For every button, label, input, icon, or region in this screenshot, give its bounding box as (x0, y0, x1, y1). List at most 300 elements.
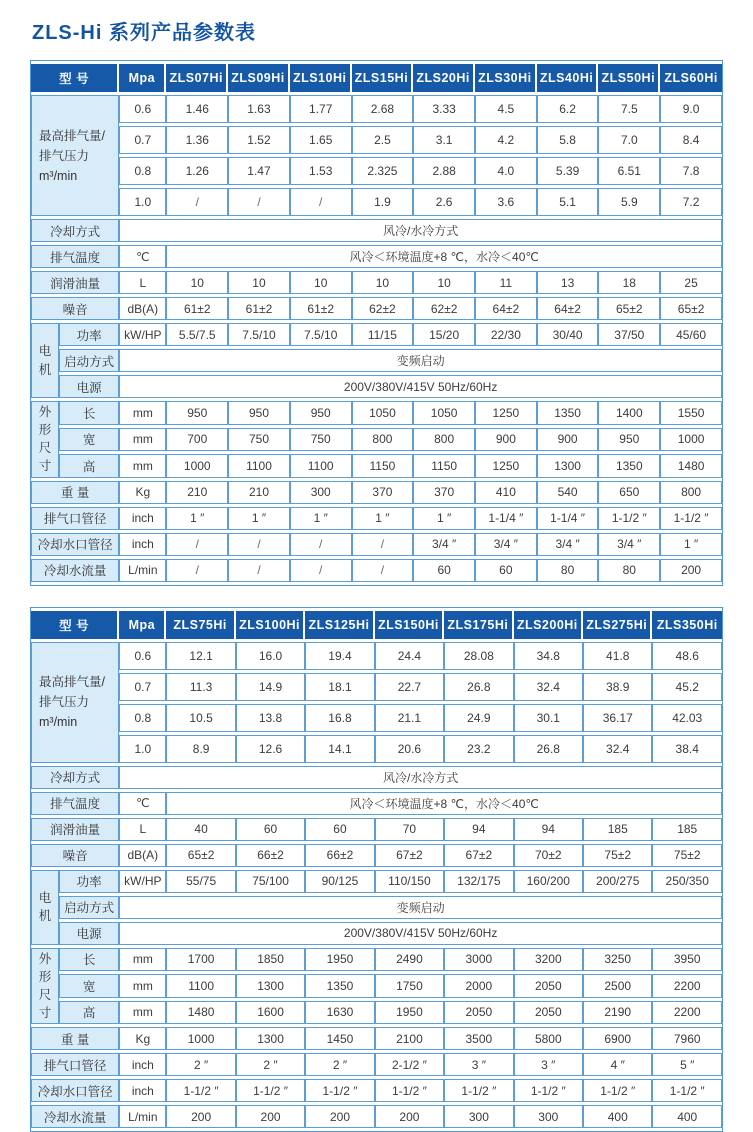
value-cell: 1400 (598, 401, 660, 425)
value-cell: 1-1/2 ″ (652, 1079, 722, 1102)
value-cell: 65±2 (166, 844, 235, 867)
value-cell: 2.88 (413, 157, 475, 185)
value-cell: 1150 (352, 454, 414, 478)
value-cell: 11/15 (352, 323, 414, 346)
motor-group-label: 电 机 (31, 870, 59, 945)
pressure-cell: 1.0 (119, 735, 166, 763)
exhaust-temp-unit: ℃ (119, 245, 166, 268)
model-header: ZLS60Hi (660, 64, 722, 92)
value-cell: 1-1/2 ″ (660, 507, 722, 530)
value-cell: / (290, 188, 352, 216)
spec-table (30, 607, 723, 1132)
value-cell: 6.2 (537, 95, 599, 123)
model-header: ZLS100Hi (236, 611, 305, 639)
weight-unit: Kg (119, 481, 166, 504)
value-cell: 750 (228, 428, 290, 452)
value-cell: 10 (290, 271, 352, 294)
dimension-unit: mm (119, 948, 166, 972)
value-cell: 3 ″ (514, 1053, 583, 1076)
value-cell: 4.0 (475, 157, 537, 185)
value-cell: 62±2 (413, 297, 475, 320)
pressure-cell: 1.0 (119, 188, 166, 216)
width-label: 宽 (59, 428, 119, 452)
model-header: ZLS09Hi (228, 64, 290, 92)
value-cell: 1.52 (228, 126, 290, 154)
value-cell: 3250 (583, 948, 652, 972)
value-cell: 1480 (166, 1001, 235, 1025)
table-row (31, 844, 722, 867)
value-cell: 2050 (444, 1001, 513, 1025)
table-row (31, 792, 722, 815)
value-cell: 64±2 (475, 297, 537, 320)
value-cell: 3950 (652, 948, 722, 972)
value-cell: 3200 (514, 948, 583, 972)
value-cell: 2.325 (352, 157, 414, 185)
value-cell: 67±2 (375, 844, 444, 867)
value-cell: 2050 (514, 974, 583, 998)
value-cell: 1-1/2 ″ (583, 1079, 652, 1102)
noise-unit: dB(A) (119, 844, 166, 867)
table-row (31, 673, 722, 701)
model-header: ZLS20Hi (413, 64, 475, 92)
table-row (31, 1027, 722, 1050)
value-cell: / (352, 533, 414, 556)
value-cell: 7.5 (598, 95, 660, 123)
value-cell: 60 (475, 559, 537, 582)
value-cell: 64±2 (537, 297, 599, 320)
value-cell: 18 (598, 271, 660, 294)
value-cell: 200/275 (583, 870, 652, 893)
value-cell: 1.46 (166, 95, 228, 123)
capacity-label-line: m³/min (39, 712, 116, 732)
value-cell: 1750 (375, 974, 444, 998)
value-cell: 60 (305, 818, 374, 841)
value-cell: 7.5/10 (290, 323, 352, 346)
table-row (31, 297, 722, 320)
value-cell: 1300 (236, 1027, 305, 1050)
outlet-pipe-label-unit: inch (119, 507, 166, 530)
value-cell: 800 (413, 428, 475, 452)
value-cell: 3.33 (413, 95, 475, 123)
motor-group-label: 电 机 (31, 323, 59, 398)
table-row (31, 188, 722, 216)
value-cell: 1630 (305, 1001, 374, 1025)
table-row (31, 507, 722, 530)
value-cell: 60 (413, 559, 475, 582)
value-cell: 24.4 (375, 642, 444, 670)
value-cell: / (228, 188, 290, 216)
water-flow-label-unit: L/min (119, 559, 166, 582)
value-cell: 1250 (475, 401, 537, 425)
capacity-label (31, 95, 119, 216)
model-header: ZLS15Hi (352, 64, 414, 92)
noise-label: 噪音 (31, 844, 119, 867)
capacity-label (31, 642, 119, 763)
value-cell: 1300 (236, 974, 305, 998)
value-cell: 1050 (413, 401, 475, 425)
value-cell: 950 (598, 428, 660, 452)
value-cell: 23.2 (444, 735, 513, 763)
model-column-header: 型 号 (31, 611, 119, 639)
value-cell: 2200 (652, 974, 722, 998)
value-cell: 1.9 (352, 188, 414, 216)
cooling-method-value: 风冷/水冷方式 (119, 219, 722, 242)
value-cell: 185 (652, 818, 722, 841)
value-cell: 6.51 (598, 157, 660, 185)
model-header: ZLS150Hi (375, 611, 444, 639)
table-row (31, 401, 722, 425)
value-cell: 200 (305, 1105, 374, 1128)
value-cell: 1-1/4 ″ (537, 507, 599, 530)
value-cell: / (290, 559, 352, 582)
value-cell: 65±2 (660, 297, 722, 320)
oil-unit: L (119, 271, 166, 294)
value-cell: 55/75 (166, 870, 235, 893)
value-cell: 8.9 (166, 735, 235, 763)
value-cell: 1.77 (290, 95, 352, 123)
start-mode-value: 变频启动 (119, 896, 722, 919)
weight-unit: Kg (119, 1027, 166, 1050)
value-cell: 1-1/2 ″ (598, 507, 660, 530)
value-cell: 1450 (305, 1027, 374, 1050)
value-cell: 5.9 (598, 188, 660, 216)
value-cell: 1100 (166, 974, 235, 998)
dimension-unit: mm (119, 454, 166, 478)
capacity-label-line: 排气压力 (39, 146, 116, 166)
value-cell: 61±2 (290, 297, 352, 320)
value-cell: 5.5/7.5 (166, 323, 228, 346)
pressure-cell: 0.6 (119, 95, 166, 123)
outlet-pipe-label-unit: inch (119, 1053, 166, 1076)
value-cell: 30/40 (537, 323, 599, 346)
pressure-unit-header: Mpa (119, 611, 166, 639)
value-cell: 1-1/2 ″ (444, 1079, 513, 1102)
pressure-cell: 0.8 (119, 704, 166, 732)
value-cell: / (166, 188, 228, 216)
model-header: ZLS30Hi (475, 64, 537, 92)
value-cell: 2.5 (352, 126, 414, 154)
value-cell: 3.1 (413, 126, 475, 154)
value-cell: 7960 (652, 1027, 722, 1050)
value-cell: 1.53 (290, 157, 352, 185)
value-cell: 3000 (444, 948, 513, 972)
value-cell: 10 (166, 271, 228, 294)
value-cell: 1350 (305, 974, 374, 998)
value-cell: / (352, 559, 414, 582)
value-cell: 2-1/2 ″ (375, 1053, 444, 1076)
value-cell: 94 (514, 818, 583, 841)
value-cell: 1700 (166, 948, 235, 972)
value-cell: / (228, 559, 290, 582)
value-cell: 1 ″ (290, 507, 352, 530)
value-cell: 400 (583, 1105, 652, 1128)
value-cell: 1000 (166, 454, 228, 478)
value-cell: 1.36 (166, 126, 228, 154)
power-unit: kW/HP (119, 323, 166, 346)
value-cell: 1 ″ (228, 507, 290, 530)
value-cell: 1850 (236, 948, 305, 972)
value-cell: 8.4 (660, 126, 722, 154)
model-header: ZLS350Hi (652, 611, 722, 639)
cooling-method-label: 冷却方式 (31, 219, 119, 242)
value-cell: / (166, 533, 228, 556)
value-cell: 24.9 (444, 704, 513, 732)
value-cell: 650 (598, 481, 660, 504)
value-cell: 3/4 ″ (475, 533, 537, 556)
table-row (31, 870, 722, 893)
spec-table (30, 60, 723, 586)
value-cell: 1100 (228, 454, 290, 478)
value-cell: 5.8 (537, 126, 599, 154)
value-cell: 5800 (514, 1027, 583, 1050)
value-cell: 1-1/2 ″ (375, 1079, 444, 1102)
capacity-label-line: 最高排气量/ (39, 672, 116, 692)
value-cell: 2050 (514, 1001, 583, 1025)
value-cell: 94 (444, 818, 513, 841)
value-cell: / (290, 533, 352, 556)
value-cell: 950 (166, 401, 228, 425)
value-cell: 1100 (290, 454, 352, 478)
dimension-unit: mm (119, 428, 166, 452)
value-cell: 1250 (475, 454, 537, 478)
value-cell: 61±2 (166, 297, 228, 320)
value-cell: 1 ″ (352, 507, 414, 530)
value-cell: 2 ″ (236, 1053, 305, 1076)
value-cell: 3.6 (475, 188, 537, 216)
value-cell: 10 (413, 271, 475, 294)
value-cell: 210 (166, 481, 228, 504)
value-cell: 1600 (236, 1001, 305, 1025)
value-cell: 80 (598, 559, 660, 582)
cooling-method-label: 冷却方式 (31, 766, 119, 789)
table-row (31, 95, 722, 123)
value-cell: 45.2 (652, 673, 722, 701)
water-pipe-label: 冷却水口管径 (31, 533, 119, 556)
value-cell: 250/350 (652, 870, 722, 893)
table-row (31, 611, 722, 639)
value-cell: 4.2 (475, 126, 537, 154)
value-cell: 950 (290, 401, 352, 425)
exhaust-temp-value: 风冷＜环境温度+8 ℃，水冷＜40℃ (166, 792, 722, 815)
weight-label: 重 量 (31, 1027, 119, 1050)
value-cell: 12.6 (236, 735, 305, 763)
water-pipe-label: 冷却水口管径 (31, 1079, 119, 1102)
value-cell: 300 (444, 1105, 513, 1128)
value-cell: 26.8 (514, 735, 583, 763)
value-cell: 2190 (583, 1001, 652, 1025)
value-cell: / (166, 559, 228, 582)
value-cell: 9.0 (660, 95, 722, 123)
value-cell: 75/100 (236, 870, 305, 893)
value-cell: 36.17 (583, 704, 652, 732)
value-cell: 900 (475, 428, 537, 452)
table-row (31, 375, 722, 398)
table-row (31, 1001, 722, 1025)
value-cell: 7.2 (660, 188, 722, 216)
exhaust-temp-label: 排气温度 (31, 245, 119, 268)
pressure-cell: 0.6 (119, 642, 166, 670)
power-supply-value: 200V/380V/415V 50Hz/60Hz (119, 375, 722, 398)
water-pipe-label-unit: inch (119, 533, 166, 556)
value-cell: 66±2 (305, 844, 374, 867)
value-cell: 6900 (583, 1027, 652, 1050)
value-cell: 5.39 (537, 157, 599, 185)
value-cell: 1550 (660, 401, 722, 425)
value-cell: 38.9 (583, 673, 652, 701)
model-header: ZLS75Hi (166, 611, 235, 639)
value-cell: 200 (375, 1105, 444, 1128)
value-cell: 26.8 (444, 673, 513, 701)
capacity-label-line: 最高排气量/ (39, 126, 116, 146)
value-cell: 1-1/4 ″ (475, 507, 537, 530)
value-cell: 80 (537, 559, 599, 582)
exhaust-temp-value: 风冷＜环境温度+8 ℃，水冷＜40℃ (166, 245, 722, 268)
value-cell: 61±2 (228, 297, 290, 320)
value-cell: 1950 (375, 1001, 444, 1025)
value-cell: 42.03 (652, 704, 722, 732)
value-cell: 22.7 (375, 673, 444, 701)
value-cell: 3/4 ″ (413, 533, 475, 556)
value-cell: 7.8 (660, 157, 722, 185)
power-label: 功率 (59, 870, 119, 893)
value-cell: 70±2 (514, 844, 583, 867)
dimensions-group-label: 外 形 尺 寸 (31, 948, 59, 1025)
value-cell: 2490 (375, 948, 444, 972)
value-cell: 21.1 (375, 704, 444, 732)
value-cell: 2 ″ (305, 1053, 374, 1076)
value-cell: 5.1 (537, 188, 599, 216)
value-cell: 45/60 (660, 323, 722, 346)
value-cell: 200 (166, 1105, 235, 1128)
value-cell: 32.4 (583, 735, 652, 763)
value-cell: 1300 (537, 454, 599, 478)
height-label: 高 (59, 1001, 119, 1025)
value-cell: 1480 (660, 454, 722, 478)
pressure-cell: 0.8 (119, 157, 166, 185)
value-cell: 1-1/2 ″ (236, 1079, 305, 1102)
table-row (31, 974, 722, 998)
table-row (31, 1105, 722, 1128)
value-cell: 32.4 (514, 673, 583, 701)
value-cell: 2.6 (413, 188, 475, 216)
table-row (31, 219, 722, 242)
value-cell: 1.26 (166, 157, 228, 185)
value-cell: 1-1/2 ″ (514, 1079, 583, 1102)
start-mode-label: 启动方式 (59, 896, 119, 919)
value-cell: 1 ″ (413, 507, 475, 530)
value-cell: 37/50 (598, 323, 660, 346)
water-flow-label: 冷却水流量 (31, 559, 119, 582)
value-cell: 75±2 (583, 844, 652, 867)
value-cell: 4 ″ (583, 1053, 652, 1076)
noise-unit: dB(A) (119, 297, 166, 320)
value-cell: 14.1 (305, 735, 374, 763)
capacity-label-line: 排气压力 (39, 692, 116, 712)
table-row (31, 896, 722, 919)
power-unit: kW/HP (119, 870, 166, 893)
value-cell: 66±2 (236, 844, 305, 867)
value-cell: 2000 (444, 974, 513, 998)
power-supply-value: 200V/380V/415V 50Hz/60Hz (119, 922, 722, 945)
table-row (31, 481, 722, 504)
value-cell: 10 (228, 271, 290, 294)
value-cell: 900 (537, 428, 599, 452)
value-cell: 750 (290, 428, 352, 452)
table-row (31, 64, 722, 92)
value-cell: 700 (166, 428, 228, 452)
table-row (31, 349, 722, 372)
capacity-label-line: m³/min (39, 166, 116, 186)
table-row (31, 245, 722, 268)
weight-label: 重 量 (31, 481, 119, 504)
power-supply-label: 电源 (59, 922, 119, 945)
table-row (31, 818, 722, 841)
model-header: ZLS275Hi (583, 611, 652, 639)
value-cell: 800 (352, 428, 414, 452)
value-cell: 12.1 (166, 642, 235, 670)
value-cell: 38.4 (652, 735, 722, 763)
value-cell: 1950 (305, 948, 374, 972)
model-header: ZLS40Hi (537, 64, 599, 92)
value-cell: 62±2 (352, 297, 414, 320)
value-cell: 16.8 (305, 704, 374, 732)
table-row (31, 428, 722, 452)
table-row (31, 948, 722, 972)
model-header: ZLS07Hi (166, 64, 228, 92)
value-cell: 1.65 (290, 126, 352, 154)
value-cell: 15/20 (413, 323, 475, 346)
value-cell: 28.08 (444, 642, 513, 670)
value-cell: 41.8 (583, 642, 652, 670)
dimension-unit: mm (119, 1001, 166, 1025)
value-cell: 400 (652, 1105, 722, 1128)
value-cell: 1 ″ (166, 507, 228, 530)
value-cell: 2200 (652, 1001, 722, 1025)
value-cell: 300 (290, 481, 352, 504)
value-cell: 25 (660, 271, 722, 294)
model-column-header: 型 号 (31, 64, 119, 92)
water-flow-label: 冷却水流量 (31, 1105, 119, 1128)
power-supply-label: 电源 (59, 375, 119, 398)
value-cell: 11 (475, 271, 537, 294)
pressure-cell: 0.7 (119, 673, 166, 701)
value-cell: 13.8 (236, 704, 305, 732)
value-cell: 1.63 (228, 95, 290, 123)
value-cell: 200 (236, 1105, 305, 1128)
value-cell: 67±2 (444, 844, 513, 867)
value-cell: 1350 (537, 401, 599, 425)
table-row (31, 922, 722, 945)
value-cell: 370 (352, 481, 414, 504)
value-cell: 1-1/2 ″ (305, 1079, 374, 1102)
model-header: ZLS10Hi (290, 64, 352, 92)
power-label: 功率 (59, 323, 119, 346)
value-cell: 800 (660, 481, 722, 504)
value-cell: 7.5/10 (228, 323, 290, 346)
value-cell: 1 ″ (660, 533, 722, 556)
oil-unit: L (119, 818, 166, 841)
table-row (31, 533, 722, 556)
value-cell: 3 ″ (444, 1053, 513, 1076)
value-cell: 4.5 (475, 95, 537, 123)
value-cell: 3500 (444, 1027, 513, 1050)
value-cell: 132/175 (444, 870, 513, 893)
table-row (31, 271, 722, 294)
value-cell: 1000 (166, 1027, 235, 1050)
value-cell: 48.6 (652, 642, 722, 670)
water-pipe-label-unit: inch (119, 1079, 166, 1102)
table-row (31, 642, 722, 670)
